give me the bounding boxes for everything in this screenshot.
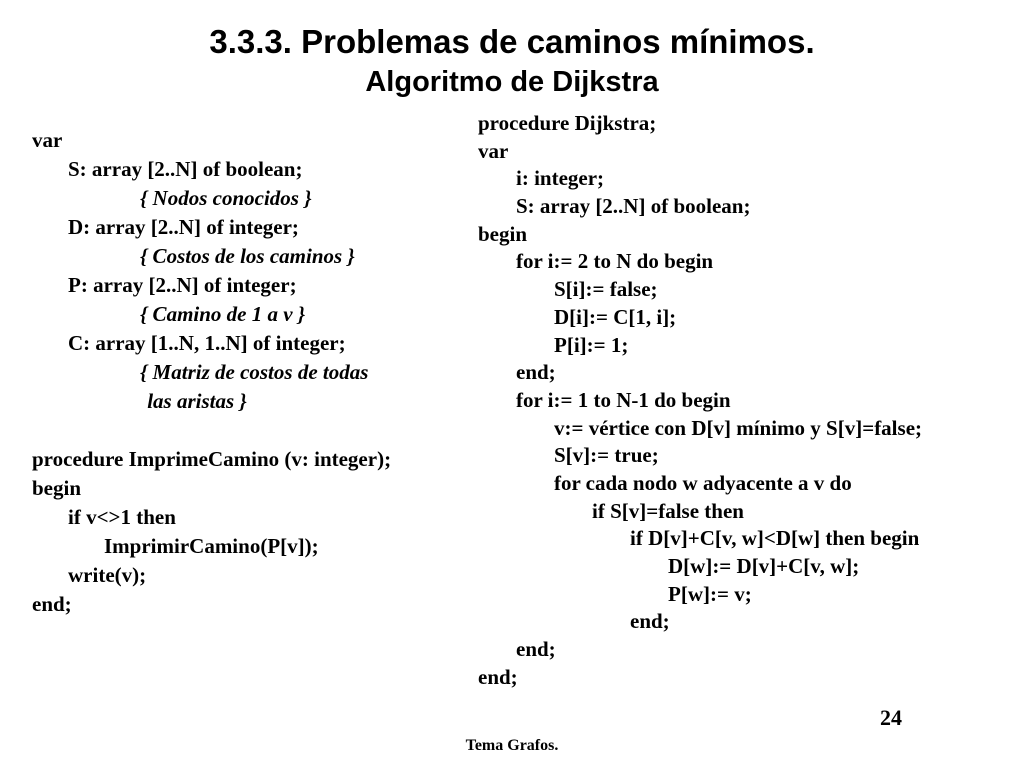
- left-code-line: if v<>1 then: [68, 505, 176, 529]
- left-code-line: { Nodos conocidos }: [140, 186, 312, 210]
- right-code-line: begin: [478, 221, 528, 246]
- left-code-line: { Matriz de costos de todas: [140, 360, 369, 384]
- right-code-line: v:= vértice con D[v] mínimo y S[v]=false;: [554, 415, 923, 440]
- left-code-block: [32, 126, 391, 619]
- right-code-line: var: [478, 138, 509, 163]
- footer-text: Tema Grafos.: [465, 737, 559, 754]
- right-code-line: D[w]:= D[v]+C[v, w];: [668, 554, 860, 578]
- right-code-line: if D[v]+C[v, w]<D[w] then begin: [630, 526, 920, 551]
- right-code-line: for i:= 2 to N do begin: [516, 249, 714, 274]
- right-code-line: S[v]:= true;: [554, 443, 659, 468]
- left-code-line: { Costos de los caminos }: [140, 244, 355, 268]
- left-code-line: begin: [32, 476, 82, 500]
- left-code-line: S: array [2..N] of boolean;: [68, 157, 303, 181]
- page-number: 24: [880, 705, 902, 730]
- left-code-line: procedure ImprimeCamino (v: integer);: [32, 447, 392, 471]
- left-code-line: var: [32, 128, 63, 152]
- left-code-line: end;: [32, 592, 72, 616]
- left-code-line: P: array [2..N] of integer;: [68, 273, 297, 297]
- right-code-block: [478, 110, 922, 691]
- right-code-line: for cada nodo w adyacente a v do: [554, 470, 852, 495]
- right-code-line: end;: [630, 609, 670, 634]
- right-code-line: if S[v]=false then: [592, 498, 744, 523]
- left-code-line: C: array [1..N, 1..N] of integer;: [68, 331, 346, 355]
- right-code-line: end;: [516, 360, 556, 385]
- right-code-line: P[i]:= 1;: [554, 332, 629, 357]
- right-code-line: D[i]:= C[1, i];: [554, 304, 677, 329]
- left-code-line: las aristas }: [147, 389, 247, 413]
- right-code-line: end;: [478, 664, 518, 689]
- right-code-line: i: integer;: [516, 166, 605, 191]
- right-code-line: end;: [516, 637, 556, 662]
- right-code-line: for i:= 1 to N-1 do begin: [516, 387, 731, 412]
- left-code-line: { Camino de 1 a v }: [140, 302, 306, 326]
- left-code-line: D: array [2..N] of integer;: [68, 215, 299, 239]
- right-code-line: S[i]:= false;: [554, 277, 658, 302]
- right-code-line: procedure Dijkstra;: [478, 111, 657, 135]
- right-code-line: S: array [2..N] of boolean;: [516, 194, 751, 219]
- slide-title: 3.3.3. Problemas de caminos mínimos.: [209, 23, 815, 60]
- right-code-line: P[w]:= v;: [668, 581, 752, 606]
- left-code-line: [32, 416, 391, 445]
- left-code-line: ImprimirCamino(P[v]);: [104, 534, 319, 558]
- left-code-line: write(v);: [68, 563, 147, 587]
- slide-subtitle: Algoritmo de Dijkstra: [365, 66, 659, 98]
